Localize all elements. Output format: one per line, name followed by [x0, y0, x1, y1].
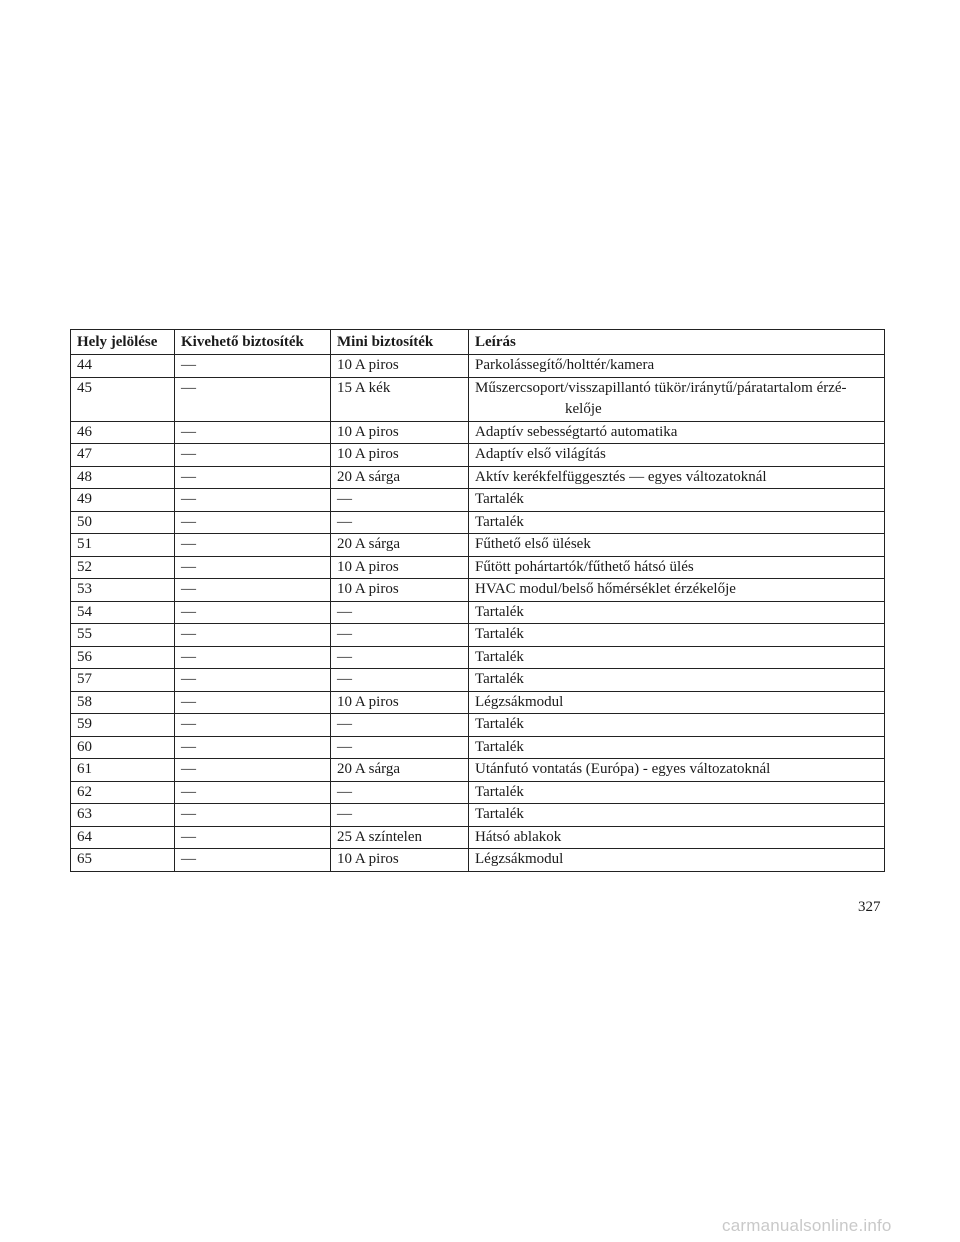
cell-hely: 59: [71, 714, 175, 737]
table-row: [71, 466, 885, 489]
fuse-table-header: [71, 330, 885, 355]
cell-kivehető: —: [175, 355, 331, 378]
cell-mini: 10 A piros: [331, 849, 469, 872]
header-hely: Hely jelölése: [71, 330, 175, 355]
cell-hely: 65: [71, 849, 175, 872]
cell-leírás: [469, 669, 885, 692]
cell-mini: 20 A sárga: [331, 759, 469, 782]
table-row: [71, 601, 885, 624]
cell-hely: 64: [71, 826, 175, 849]
cell-leírás: [469, 646, 885, 669]
cell-leírás: [469, 781, 885, 804]
cell-hely: 49: [71, 489, 175, 512]
cell-kivehető: —: [175, 646, 331, 669]
watermark-text: carmanualsonline.info: [722, 1216, 892, 1235]
cell-kivehető: —: [175, 849, 331, 872]
cell-mini: 10 A piros: [331, 444, 469, 467]
table-row: [71, 579, 885, 602]
cell-hely: 57: [71, 669, 175, 692]
cell-leírás: [469, 601, 885, 624]
cell-hely: 50: [71, 511, 175, 534]
cell-kivehető: —: [175, 669, 331, 692]
description-text: Tartalék: [475, 738, 524, 755]
table-row: [71, 534, 885, 557]
header-kivehető: Kivehető biztosíték: [175, 330, 331, 355]
description-text: Tartalék: [475, 783, 524, 800]
cell-mini: —: [331, 781, 469, 804]
cell-hely: 52: [71, 556, 175, 579]
description-text: Tartalék: [475, 806, 524, 822]
description-text: Tartalék: [475, 626, 524, 642]
cell-kivehető: —: [175, 534, 331, 557]
cell-kivehető: —: [175, 511, 331, 534]
description-text: Adaptív első világítás: [475, 446, 606, 462]
cell-leírás: [469, 624, 885, 647]
table-row: [71, 377, 885, 421]
cell-hely: 45: [71, 377, 175, 421]
cell-kivehető: —: [175, 759, 331, 782]
cell-leírás: [469, 691, 885, 714]
cell-mini: —: [331, 714, 469, 737]
table-row: [71, 511, 885, 534]
description-text: Légzsákmodul: [475, 851, 564, 867]
table-row: [71, 444, 885, 467]
description-text: Parkolássegítő/holttér/kamera: [475, 357, 655, 373]
cell-hely: 56: [71, 646, 175, 669]
cell-hely: 62: [71, 781, 175, 804]
description-text: Aktív kerékfelfüggesztés — egyes változatoknál: [475, 468, 767, 485]
cell-leírás: [469, 714, 885, 737]
cell-kivehető: —: [175, 714, 331, 737]
description-text: Tartalék: [475, 491, 524, 507]
cell-mini: —: [331, 804, 469, 827]
description-text: Tartalék: [475, 603, 524, 620]
cell-mini: —: [331, 736, 469, 759]
cell-leírás: [469, 759, 885, 782]
cell-kivehető: —: [175, 804, 331, 827]
description-text: Adaptív sebességtartó automatika: [475, 423, 678, 440]
table-row: [71, 781, 885, 804]
cell-kivehető: —: [175, 421, 331, 444]
cell-mini: 10 A piros: [331, 556, 469, 579]
description-text: Tartalék: [475, 716, 524, 732]
description-text: Utánfutó vontatás (Európa) - egyes változatoknál: [475, 761, 771, 777]
cell-hely: 63: [71, 804, 175, 827]
cell-mini: 25 A színtelen: [331, 826, 469, 849]
cell-mini: 10 A piros: [331, 579, 469, 602]
cell-mini: —: [331, 489, 469, 512]
cell-leírás: [469, 556, 885, 579]
cell-mini: 10 A piros: [331, 355, 469, 378]
cell-leírás: [469, 421, 885, 444]
cell-hely: 44: [71, 355, 175, 378]
cell-leírás: [469, 444, 885, 467]
cell-mini: —: [331, 511, 469, 534]
table-row: [71, 849, 885, 872]
cell-leírás: [469, 736, 885, 759]
table-row: [71, 826, 885, 849]
cell-mini: —: [331, 646, 469, 669]
header-leírás: Leírás: [469, 330, 885, 355]
description-text: Tartalék: [475, 513, 524, 530]
cell-kivehető: —: [175, 466, 331, 489]
cell-leírás: [469, 511, 885, 534]
cell-hely: 48: [71, 466, 175, 489]
table-row: [71, 736, 885, 759]
table-row: [71, 355, 885, 378]
cell-mini: —: [331, 601, 469, 624]
cell-mini: —: [331, 624, 469, 647]
table-row: [71, 714, 885, 737]
page-number: 327: [858, 899, 881, 915]
description-text: HVAC modul/belső hőmérséklet érzékelője: [475, 581, 736, 597]
cell-hely: 58: [71, 691, 175, 714]
table-row: [71, 691, 885, 714]
cell-hely: 61: [71, 759, 175, 782]
header-row: [71, 330, 885, 355]
description-text: Légzsákmodul: [475, 693, 564, 710]
cell-kivehető: —: [175, 781, 331, 804]
cell-leírás: [469, 466, 885, 489]
table-row: [71, 624, 885, 647]
description-text: Fűthető első ülések: [475, 536, 591, 552]
cell-hely: 60: [71, 736, 175, 759]
description-text: Fűtött pohártartók/fűthető hátsó ülés: [475, 558, 694, 575]
description-continuation: kelője: [565, 401, 602, 417]
cell-kivehető: —: [175, 736, 331, 759]
cell-mini: 15 A kék: [331, 377, 469, 421]
cell-leírás: [469, 534, 885, 557]
cell-leírás: [469, 579, 885, 602]
cell-leírás: [469, 804, 885, 827]
cell-kivehető: —: [175, 601, 331, 624]
cell-leírás: [469, 489, 885, 512]
cell-kivehető: —: [175, 826, 331, 849]
cell-kivehető: —: [175, 556, 331, 579]
table-row: [71, 421, 885, 444]
cell-leírás: [469, 355, 885, 378]
cell-hely: 47: [71, 444, 175, 467]
cell-hely: 46: [71, 421, 175, 444]
cell-hely: 53: [71, 579, 175, 602]
table-row: [71, 804, 885, 827]
cell-hely: 54: [71, 601, 175, 624]
fuse-table-body: [71, 355, 885, 872]
description-text: Hátsó ablakok: [475, 828, 562, 845]
cell-leírás: [469, 826, 885, 849]
description-text: Tartalék: [475, 648, 524, 665]
cell-hely: 51: [71, 534, 175, 557]
cell-mini: 10 A piros: [331, 421, 469, 444]
description-text: Tartalék: [475, 671, 524, 687]
cell-kivehető: —: [175, 624, 331, 647]
cell-kivehető: —: [175, 579, 331, 602]
cell-kivehető: —: [175, 377, 331, 421]
cell-leírás: [469, 849, 885, 872]
cell-hely: 55: [71, 624, 175, 647]
cell-kivehető: —: [175, 444, 331, 467]
table-row: [71, 489, 885, 512]
cell-mini: 20 A sárga: [331, 466, 469, 489]
cell-mini: 20 A sárga: [331, 534, 469, 557]
header-mini: Mini biztosíték: [331, 330, 469, 355]
cell-mini: 10 A piros: [331, 691, 469, 714]
fuse-table: [70, 329, 885, 872]
cell-mini: —: [331, 669, 469, 692]
table-row: [71, 759, 885, 782]
cell-kivehető: —: [175, 691, 331, 714]
table-row: [71, 646, 885, 669]
cell-kivehető: —: [175, 489, 331, 512]
table-row: [71, 556, 885, 579]
cell-leírás: [469, 377, 885, 421]
table-row: [71, 669, 885, 692]
description-text: Műszercsoport/visszapillantó tükör/iránytű/páratartalom érzé-: [475, 379, 847, 396]
